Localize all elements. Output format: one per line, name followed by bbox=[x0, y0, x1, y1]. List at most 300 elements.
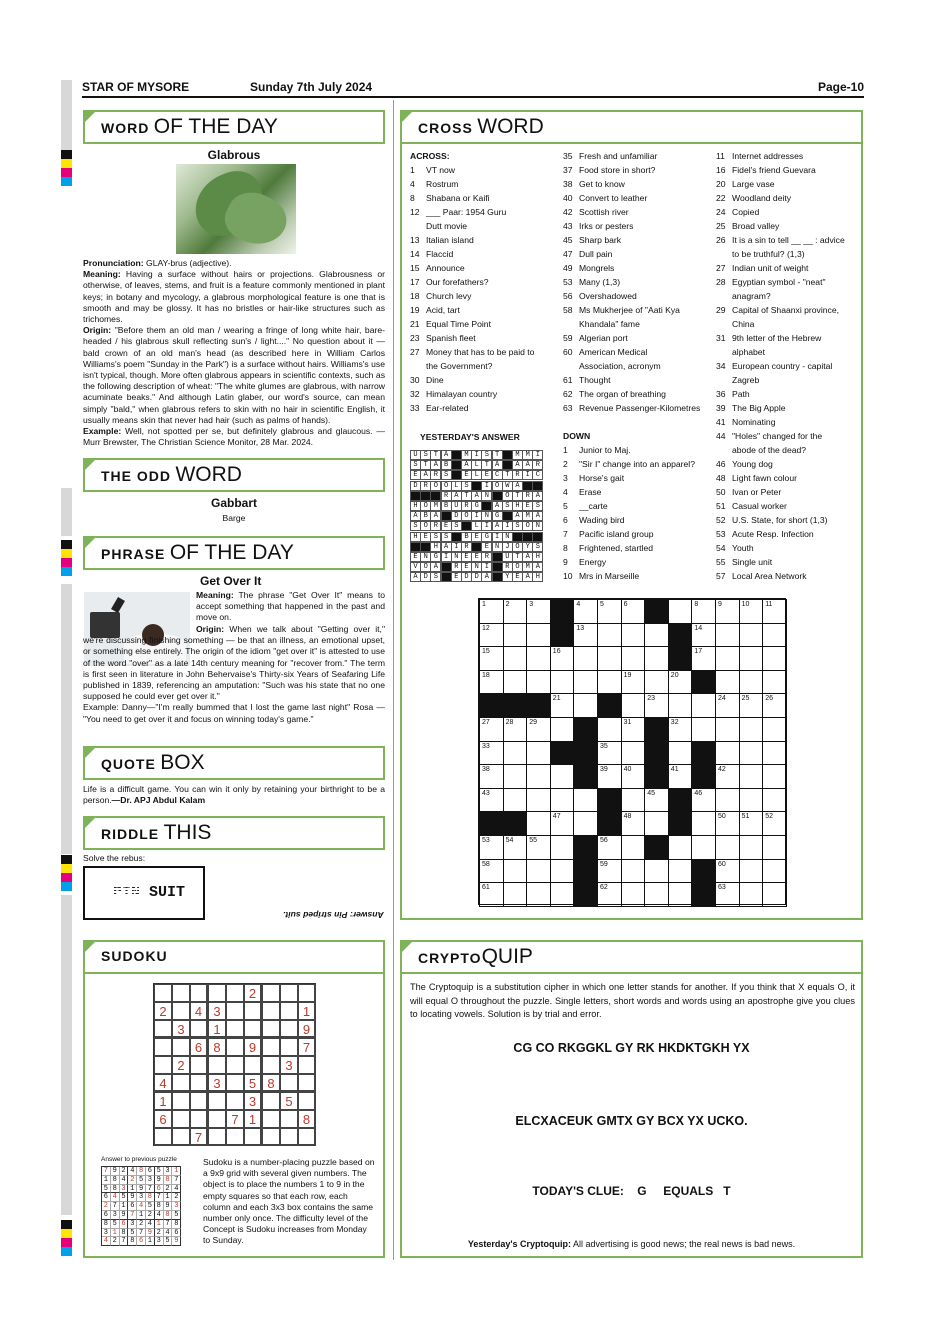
crossword-cell[interactable] bbox=[503, 623, 528, 648]
sudoku-answer-cell: 3 bbox=[102, 1229, 111, 1238]
crossword-cell[interactable]: 23 bbox=[644, 693, 669, 718]
crossword-cell[interactable]: 28 bbox=[503, 717, 528, 742]
sudoku-cell[interactable] bbox=[298, 1092, 316, 1110]
odd-word-header: THE ODD WORD bbox=[83, 458, 385, 492]
crossword-cell[interactable] bbox=[644, 623, 669, 648]
crossword-cell[interactable] bbox=[597, 646, 622, 671]
answer-cell: E bbox=[420, 532, 431, 542]
sudoku-cell[interactable] bbox=[244, 1002, 262, 1020]
sudoku-cell[interactable] bbox=[262, 1056, 280, 1074]
crossword-cell[interactable] bbox=[668, 835, 693, 860]
crossword-cell[interactable]: 16 bbox=[550, 646, 575, 671]
answer-cell: I bbox=[492, 532, 503, 542]
crossword-cell[interactable]: 18 bbox=[479, 670, 504, 695]
crossword-cell[interactable] bbox=[526, 646, 551, 671]
sudoku-cell[interactable]: 3 bbox=[208, 1002, 226, 1020]
crossword-cell[interactable]: 45 bbox=[644, 788, 669, 813]
crossword-cell[interactable] bbox=[621, 835, 646, 860]
clue-item bbox=[716, 345, 861, 359]
answer-cell: I bbox=[441, 552, 452, 562]
sudoku-cell[interactable] bbox=[244, 1020, 262, 1038]
crossword-cell[interactable]: 39 bbox=[597, 764, 622, 789]
sudoku-cell[interactable] bbox=[154, 1020, 172, 1038]
crossword-cell[interactable] bbox=[762, 835, 787, 860]
clue-text: Food store in short? bbox=[579, 165, 656, 175]
clue-item bbox=[716, 149, 861, 163]
sudoku-cell[interactable]: 8 bbox=[262, 1074, 280, 1092]
sudoku-cell[interactable]: 8 bbox=[298, 1110, 316, 1128]
sudoku-cell[interactable] bbox=[280, 1110, 298, 1128]
crossword-cell[interactable] bbox=[573, 788, 598, 813]
crossword-cell[interactable] bbox=[739, 764, 764, 789]
crossword-cell[interactable]: 10 bbox=[739, 599, 764, 624]
crossword-cell[interactable] bbox=[597, 623, 622, 648]
crossword-cell[interactable]: 26 bbox=[762, 693, 787, 718]
crossword-cell[interactable]: 25 bbox=[739, 693, 764, 718]
clue-number: 61 bbox=[563, 375, 573, 385]
crossword-cell[interactable] bbox=[621, 646, 646, 671]
sudoku-cell[interactable] bbox=[226, 1128, 244, 1146]
crossword-cell[interactable]: 56 bbox=[597, 835, 622, 860]
sudoku-cell[interactable]: 5 bbox=[280, 1092, 298, 1110]
crossword-cell[interactable] bbox=[644, 811, 669, 836]
answer-cell: E bbox=[471, 552, 482, 562]
sudoku-cell[interactable] bbox=[280, 1074, 298, 1092]
crossword-cell[interactable] bbox=[739, 741, 764, 766]
crossword-cell[interactable] bbox=[503, 859, 528, 884]
crossword-cell[interactable] bbox=[621, 859, 646, 884]
answer-cell: O bbox=[430, 481, 441, 491]
clue-item bbox=[410, 177, 560, 191]
crossword-cell[interactable] bbox=[550, 764, 575, 789]
clue-text: Energy bbox=[579, 557, 607, 567]
crossword-cell[interactable]: 8 bbox=[691, 599, 716, 624]
clue-number: 27 bbox=[410, 347, 420, 357]
answer-cell: N bbox=[420, 552, 431, 562]
crossword-cell[interactable] bbox=[739, 646, 764, 671]
crossword-cell[interactable] bbox=[550, 717, 575, 742]
clue-item bbox=[563, 233, 713, 247]
sudoku-cell[interactable] bbox=[226, 1056, 244, 1074]
crossword-cell[interactable] bbox=[526, 811, 551, 836]
crossword-cell[interactable]: 63 bbox=[715, 882, 740, 907]
sudoku-cell[interactable]: 4 bbox=[154, 1074, 172, 1092]
crossword-cell[interactable]: 43 bbox=[479, 788, 504, 813]
crossword-cell[interactable] bbox=[739, 670, 764, 695]
sudoku-cell[interactable] bbox=[172, 1110, 190, 1128]
crossword-cell[interactable] bbox=[691, 835, 716, 860]
crossword-cell[interactable] bbox=[526, 882, 551, 907]
sudoku-cell[interactable] bbox=[226, 1020, 244, 1038]
sudoku-cell[interactable] bbox=[208, 1110, 226, 1128]
clue-item bbox=[716, 233, 861, 247]
sudoku-cell[interactable] bbox=[226, 1074, 244, 1092]
sudoku-cell[interactable]: 8 bbox=[208, 1038, 226, 1056]
black-cell bbox=[644, 764, 669, 789]
sudoku-cell[interactable]: 1 bbox=[154, 1092, 172, 1110]
crossword-cell[interactable] bbox=[503, 882, 528, 907]
sudoku-cell[interactable] bbox=[298, 1128, 316, 1146]
sudoku-cell[interactable]: 6 bbox=[190, 1038, 208, 1056]
sudoku-answer-cell: 6 bbox=[128, 1202, 137, 1211]
sudoku-cell[interactable] bbox=[226, 1002, 244, 1020]
riddle-answer: Answer: Pin striped suit. bbox=[283, 910, 384, 920]
clue-item bbox=[716, 219, 861, 233]
sudoku-cell[interactable]: 3 bbox=[208, 1074, 226, 1092]
crossword-cell[interactable]: 2 bbox=[503, 599, 528, 624]
crossword-cell[interactable]: 50 bbox=[715, 811, 740, 836]
crossword-cell[interactable]: 46 bbox=[691, 788, 716, 813]
cryptoquip-intro: The Cryptoquip is a substitution cipher in which one letter stands for another. If you think that X equals O, it will equal O throughout the puzzle. Single letters, short words and words using an apostrophe give you clues to locating vowels. Solution is by trial and error. bbox=[410, 982, 855, 1019]
crossword-cell[interactable]: 19 bbox=[621, 670, 646, 695]
crossword-cell[interactable]: 62 bbox=[597, 882, 622, 907]
word-of-day-word: Glabrous bbox=[207, 148, 261, 162]
sudoku-cell[interactable] bbox=[190, 1074, 208, 1092]
margin-bar-mid bbox=[61, 488, 72, 536]
crossword-cell[interactable]: 27 bbox=[479, 717, 504, 742]
crossword-cell[interactable] bbox=[762, 717, 787, 742]
clue-number: 53 bbox=[563, 277, 573, 287]
sudoku-answer-grid bbox=[101, 1166, 181, 1246]
crossword-cell[interactable] bbox=[668, 599, 693, 624]
crossword-cell[interactable]: 21 bbox=[550, 693, 575, 718]
crossword-cell[interactable] bbox=[739, 717, 764, 742]
sudoku-cell[interactable] bbox=[208, 984, 226, 1002]
crossword-cell[interactable] bbox=[550, 859, 575, 884]
crossword-cell[interactable] bbox=[550, 835, 575, 860]
sudoku-cell[interactable] bbox=[298, 1056, 316, 1074]
crossword-cell[interactable]: 4 bbox=[573, 599, 598, 624]
sudoku-cell[interactable] bbox=[190, 1092, 208, 1110]
crossword-cell[interactable] bbox=[550, 670, 575, 695]
sudoku-cell[interactable] bbox=[190, 1110, 208, 1128]
sudoku-cell[interactable] bbox=[262, 1110, 280, 1128]
sudoku-cell[interactable] bbox=[190, 984, 208, 1002]
crossword-cell[interactable] bbox=[526, 670, 551, 695]
crossword-cell[interactable] bbox=[621, 623, 646, 648]
answer-cell: U bbox=[502, 552, 513, 562]
sudoku-cell[interactable] bbox=[190, 1056, 208, 1074]
clue-number: 27 bbox=[716, 263, 726, 273]
sudoku-cell[interactable]: 1 bbox=[208, 1020, 226, 1038]
crossword-cell[interactable] bbox=[644, 882, 669, 907]
crossword-cell[interactable] bbox=[526, 623, 551, 648]
crossword-cell[interactable] bbox=[691, 811, 716, 836]
sudoku-cell[interactable] bbox=[262, 1020, 280, 1038]
crossword-cell[interactable] bbox=[762, 788, 787, 813]
answer-cell: A bbox=[481, 572, 492, 582]
crossword-cell[interactable] bbox=[691, 717, 716, 742]
answer-cell: N bbox=[481, 511, 492, 521]
crossword-cell[interactable]: 24 bbox=[715, 693, 740, 718]
crossword-cell[interactable]: 52 bbox=[762, 811, 787, 836]
sudoku-answer-cell: 4 bbox=[164, 1229, 173, 1238]
sudoku-cell[interactable]: 7 bbox=[298, 1038, 316, 1056]
crossword-cell[interactable] bbox=[762, 859, 787, 884]
clue-number: 56 bbox=[563, 291, 573, 301]
crossword-cell[interactable] bbox=[715, 623, 740, 648]
clue-item bbox=[410, 345, 560, 359]
sudoku-cell[interactable]: 7 bbox=[226, 1110, 244, 1128]
black-cell bbox=[550, 623, 575, 648]
sudoku-cell[interactable]: 6 bbox=[154, 1110, 172, 1128]
sudoku-cell[interactable]: 1 bbox=[244, 1110, 262, 1128]
crossword-cell[interactable]: 47 bbox=[550, 811, 575, 836]
sudoku-cell[interactable] bbox=[244, 1128, 262, 1146]
clue-number: 44 bbox=[716, 431, 726, 441]
crossword-cell[interactable]: 17 bbox=[691, 646, 716, 671]
crossword-cell[interactable]: 1 bbox=[479, 599, 504, 624]
crossword-cell[interactable]: 11 bbox=[762, 599, 787, 624]
clue-text: __carte bbox=[579, 501, 608, 511]
sudoku-answer-cell: 9 bbox=[146, 1229, 155, 1238]
crossword-cell[interactable] bbox=[597, 670, 622, 695]
crossword-cell[interactable]: 15 bbox=[479, 646, 504, 671]
crossword-cell[interactable]: 29 bbox=[526, 717, 551, 742]
clue-text: Sharp bark bbox=[579, 235, 622, 245]
answer-cell: N bbox=[492, 542, 503, 552]
answer-cell: A bbox=[532, 511, 543, 521]
crossword-cell[interactable] bbox=[621, 693, 646, 718]
crossword-cell[interactable] bbox=[526, 788, 551, 813]
crossword-cell[interactable]: 40 bbox=[621, 764, 646, 789]
sudoku-cell[interactable]: 2 bbox=[154, 1002, 172, 1020]
clue-text: Acid, tart bbox=[426, 305, 460, 315]
crossword-cell[interactable]: 48 bbox=[621, 811, 646, 836]
sudoku-cell[interactable] bbox=[172, 1128, 190, 1146]
clue-item bbox=[410, 233, 560, 247]
crossword-cell[interactable] bbox=[644, 670, 669, 695]
crossword-cell[interactable] bbox=[597, 717, 622, 742]
clue-text: Dine bbox=[426, 375, 444, 385]
crossword-cell[interactable] bbox=[550, 788, 575, 813]
crossword-cell[interactable] bbox=[526, 859, 551, 884]
sudoku-cell[interactable] bbox=[226, 1092, 244, 1110]
crossword-cell[interactable]: 35 bbox=[597, 741, 622, 766]
crossword-cell[interactable] bbox=[715, 717, 740, 742]
crossword-cell[interactable]: 60 bbox=[715, 859, 740, 884]
crossword-cell[interactable]: 42 bbox=[715, 764, 740, 789]
sudoku-cell[interactable] bbox=[208, 1128, 226, 1146]
sudoku-answer-cell: 8 bbox=[164, 1176, 173, 1185]
clue-text: The organ of breathing bbox=[579, 389, 666, 399]
sudoku-answer-cell: 9 bbox=[120, 1211, 129, 1220]
clue-text: Youth bbox=[732, 543, 754, 553]
crossword-cell[interactable]: 9 bbox=[715, 599, 740, 624]
crossword-cell[interactable]: 33 bbox=[479, 741, 504, 766]
crossword-cell[interactable] bbox=[503, 788, 528, 813]
crossword-cell[interactable]: 3 bbox=[526, 599, 551, 624]
sudoku-cell[interactable]: 3 bbox=[280, 1056, 298, 1074]
crossword-cell[interactable]: 12 bbox=[479, 623, 504, 648]
crossword-cell[interactable] bbox=[739, 623, 764, 648]
clue-number: 40 bbox=[563, 193, 573, 203]
crossword-cell[interactable] bbox=[762, 670, 787, 695]
clue-item bbox=[563, 485, 713, 499]
sudoku-cell[interactable] bbox=[172, 1038, 190, 1056]
crossword-cell[interactable] bbox=[668, 741, 693, 766]
crossword-cell[interactable]: 61 bbox=[479, 882, 504, 907]
sudoku-grid bbox=[153, 983, 316, 1146]
crossword-cell[interactable] bbox=[739, 859, 764, 884]
crossword-cell[interactable] bbox=[715, 835, 740, 860]
yesterday-answer-label: YESTERDAY'S ANSWER bbox=[420, 432, 520, 442]
clue-item bbox=[563, 569, 713, 583]
sudoku-cell[interactable] bbox=[244, 1056, 262, 1074]
crossword-cell[interactable] bbox=[573, 670, 598, 695]
sudoku-cell[interactable] bbox=[208, 1056, 226, 1074]
clue-item bbox=[716, 289, 861, 303]
crossword-cell[interactable] bbox=[644, 646, 669, 671]
crossword-cell[interactable] bbox=[573, 646, 598, 671]
clue-number: 1 bbox=[410, 165, 415, 175]
crossword-cell[interactable] bbox=[573, 811, 598, 836]
clue-text: Dull pain bbox=[579, 249, 613, 259]
crossword-cell[interactable]: 20 bbox=[668, 670, 693, 695]
crossword-cell[interactable] bbox=[503, 764, 528, 789]
answer-cell: A bbox=[430, 511, 441, 521]
crossword-cell[interactable]: 6 bbox=[621, 599, 646, 624]
sudoku-cell[interactable]: 1 bbox=[298, 1002, 316, 1020]
black-cell bbox=[644, 835, 669, 860]
clue-number: 12 bbox=[410, 207, 420, 217]
crossword-cell[interactable]: 59 bbox=[597, 859, 622, 884]
crossword-cell[interactable]: 14 bbox=[691, 623, 716, 648]
crossword-cell[interactable]: 54 bbox=[503, 835, 528, 860]
sudoku-cell[interactable] bbox=[154, 1128, 172, 1146]
sudoku-answer-cell: 1 bbox=[111, 1229, 120, 1238]
crossword-cell[interactable] bbox=[715, 788, 740, 813]
sudoku-cell[interactable] bbox=[298, 984, 316, 1002]
sudoku-cell[interactable]: 9 bbox=[298, 1020, 316, 1038]
answer-cell: L bbox=[471, 460, 482, 470]
answer-cell: V bbox=[410, 562, 421, 572]
sudoku-answer-cell: 2 bbox=[120, 1167, 129, 1176]
crossword-cell[interactable] bbox=[621, 882, 646, 907]
answer-cell: S bbox=[441, 532, 452, 542]
crossword-cell[interactable] bbox=[715, 741, 740, 766]
answer-cell: N bbox=[471, 562, 482, 572]
sudoku-cell[interactable] bbox=[280, 1020, 298, 1038]
sudoku-cell[interactable] bbox=[154, 1056, 172, 1074]
sudoku-cell[interactable]: 3 bbox=[244, 1092, 262, 1110]
sudoku-cell[interactable] bbox=[280, 1038, 298, 1056]
answer-cell: S bbox=[410, 460, 421, 470]
crossword-cell[interactable] bbox=[668, 882, 693, 907]
sudoku-cell[interactable]: 4 bbox=[190, 1002, 208, 1020]
crossword-cell[interactable] bbox=[762, 646, 787, 671]
crossword-cell[interactable] bbox=[691, 693, 716, 718]
sudoku-cell[interactable]: 9 bbox=[244, 1038, 262, 1056]
sudoku-cell[interactable] bbox=[262, 1128, 280, 1146]
answer-cell: Y bbox=[522, 542, 533, 552]
sudoku-cell[interactable] bbox=[172, 984, 190, 1002]
sudoku-answer-cell: 8 bbox=[155, 1202, 164, 1211]
sudoku-cell[interactable] bbox=[154, 1038, 172, 1056]
crossword-cell[interactable]: 41 bbox=[668, 764, 693, 789]
sudoku-cell[interactable]: 7 bbox=[190, 1128, 208, 1146]
crossword-cell[interactable] bbox=[762, 882, 787, 907]
crossword-cell[interactable]: 38 bbox=[479, 764, 504, 789]
crossword-cell[interactable] bbox=[526, 741, 551, 766]
sudoku-cell[interactable] bbox=[208, 1092, 226, 1110]
sudoku-cell[interactable] bbox=[154, 984, 172, 1002]
clue-item bbox=[563, 205, 713, 219]
crossword-cell[interactable] bbox=[526, 764, 551, 789]
crossword-cell[interactable]: 58 bbox=[479, 859, 504, 884]
crossword-cell[interactable]: 53 bbox=[479, 835, 504, 860]
crossword-cell[interactable]: 32 bbox=[668, 717, 693, 742]
crossword-cell[interactable] bbox=[644, 859, 669, 884]
crossword-cell[interactable]: 31 bbox=[621, 717, 646, 742]
sudoku-cell[interactable] bbox=[262, 1002, 280, 1020]
sudoku-cell[interactable] bbox=[298, 1074, 316, 1092]
crossword-cell[interactable] bbox=[668, 693, 693, 718]
crossword-cell[interactable] bbox=[762, 741, 787, 766]
clue-text: Ms Mukherjee of "Aati Kya bbox=[579, 305, 680, 315]
sudoku-cell[interactable]: 2 bbox=[172, 1056, 190, 1074]
sudoku-cell[interactable] bbox=[262, 1038, 280, 1056]
answer-cell: J bbox=[502, 542, 513, 552]
sudoku-cell[interactable] bbox=[172, 1002, 190, 1020]
crossword-cell[interactable] bbox=[550, 882, 575, 907]
crossword-cell[interactable]: 55 bbox=[526, 835, 551, 860]
crossword-cell[interactable] bbox=[762, 764, 787, 789]
crossword-cell[interactable] bbox=[739, 835, 764, 860]
sudoku-cell[interactable] bbox=[262, 984, 280, 1002]
sudoku-answer-cell: 6 bbox=[146, 1167, 155, 1176]
crossword-cell[interactable] bbox=[621, 741, 646, 766]
sudoku-cell[interactable] bbox=[280, 984, 298, 1002]
crossword-cell[interactable] bbox=[503, 646, 528, 671]
crossword-cell[interactable]: 5 bbox=[597, 599, 622, 624]
crossword-cell[interactable] bbox=[762, 623, 787, 648]
sudoku-cell[interactable] bbox=[226, 1038, 244, 1056]
clue-number: 34 bbox=[716, 361, 726, 371]
sudoku-cell[interactable]: 5 bbox=[244, 1074, 262, 1092]
clue-number: 58 bbox=[563, 305, 573, 315]
sudoku-cell[interactable] bbox=[262, 1092, 280, 1110]
margin-bar-low bbox=[61, 584, 72, 854]
crossword-cell[interactable] bbox=[715, 646, 740, 671]
answer-cell: E bbox=[410, 552, 421, 562]
crossword-cell[interactable]: 51 bbox=[739, 811, 764, 836]
sudoku-cell[interactable] bbox=[190, 1020, 208, 1038]
sudoku-cell[interactable] bbox=[172, 1074, 190, 1092]
clue-item bbox=[563, 219, 713, 233]
clue-number: 33 bbox=[410, 403, 420, 413]
sudoku-cell[interactable]: 2 bbox=[244, 984, 262, 1002]
crossword-cell[interactable] bbox=[715, 670, 740, 695]
sudoku-cell[interactable] bbox=[280, 1128, 298, 1146]
crossword-cell[interactable] bbox=[739, 788, 764, 813]
crossword-cell[interactable] bbox=[668, 859, 693, 884]
sudoku-cell[interactable] bbox=[226, 984, 244, 1002]
sudoku-cell[interactable] bbox=[172, 1092, 190, 1110]
crossword-cell[interactable]: 13 bbox=[573, 623, 598, 648]
clue-item bbox=[716, 275, 861, 289]
clue-text: Get to know bbox=[579, 179, 625, 189]
sudoku-cell[interactable] bbox=[280, 1002, 298, 1020]
crossword-cell[interactable] bbox=[739, 882, 764, 907]
black-cell bbox=[573, 717, 598, 742]
sudoku-cell[interactable]: 3 bbox=[172, 1020, 190, 1038]
crossword-cell[interactable] bbox=[503, 741, 528, 766]
answer-cell: H bbox=[532, 572, 543, 582]
crossword-cell[interactable] bbox=[503, 670, 528, 695]
crossword-cell[interactable] bbox=[573, 693, 598, 718]
crossword-cell[interactable] bbox=[621, 788, 646, 813]
